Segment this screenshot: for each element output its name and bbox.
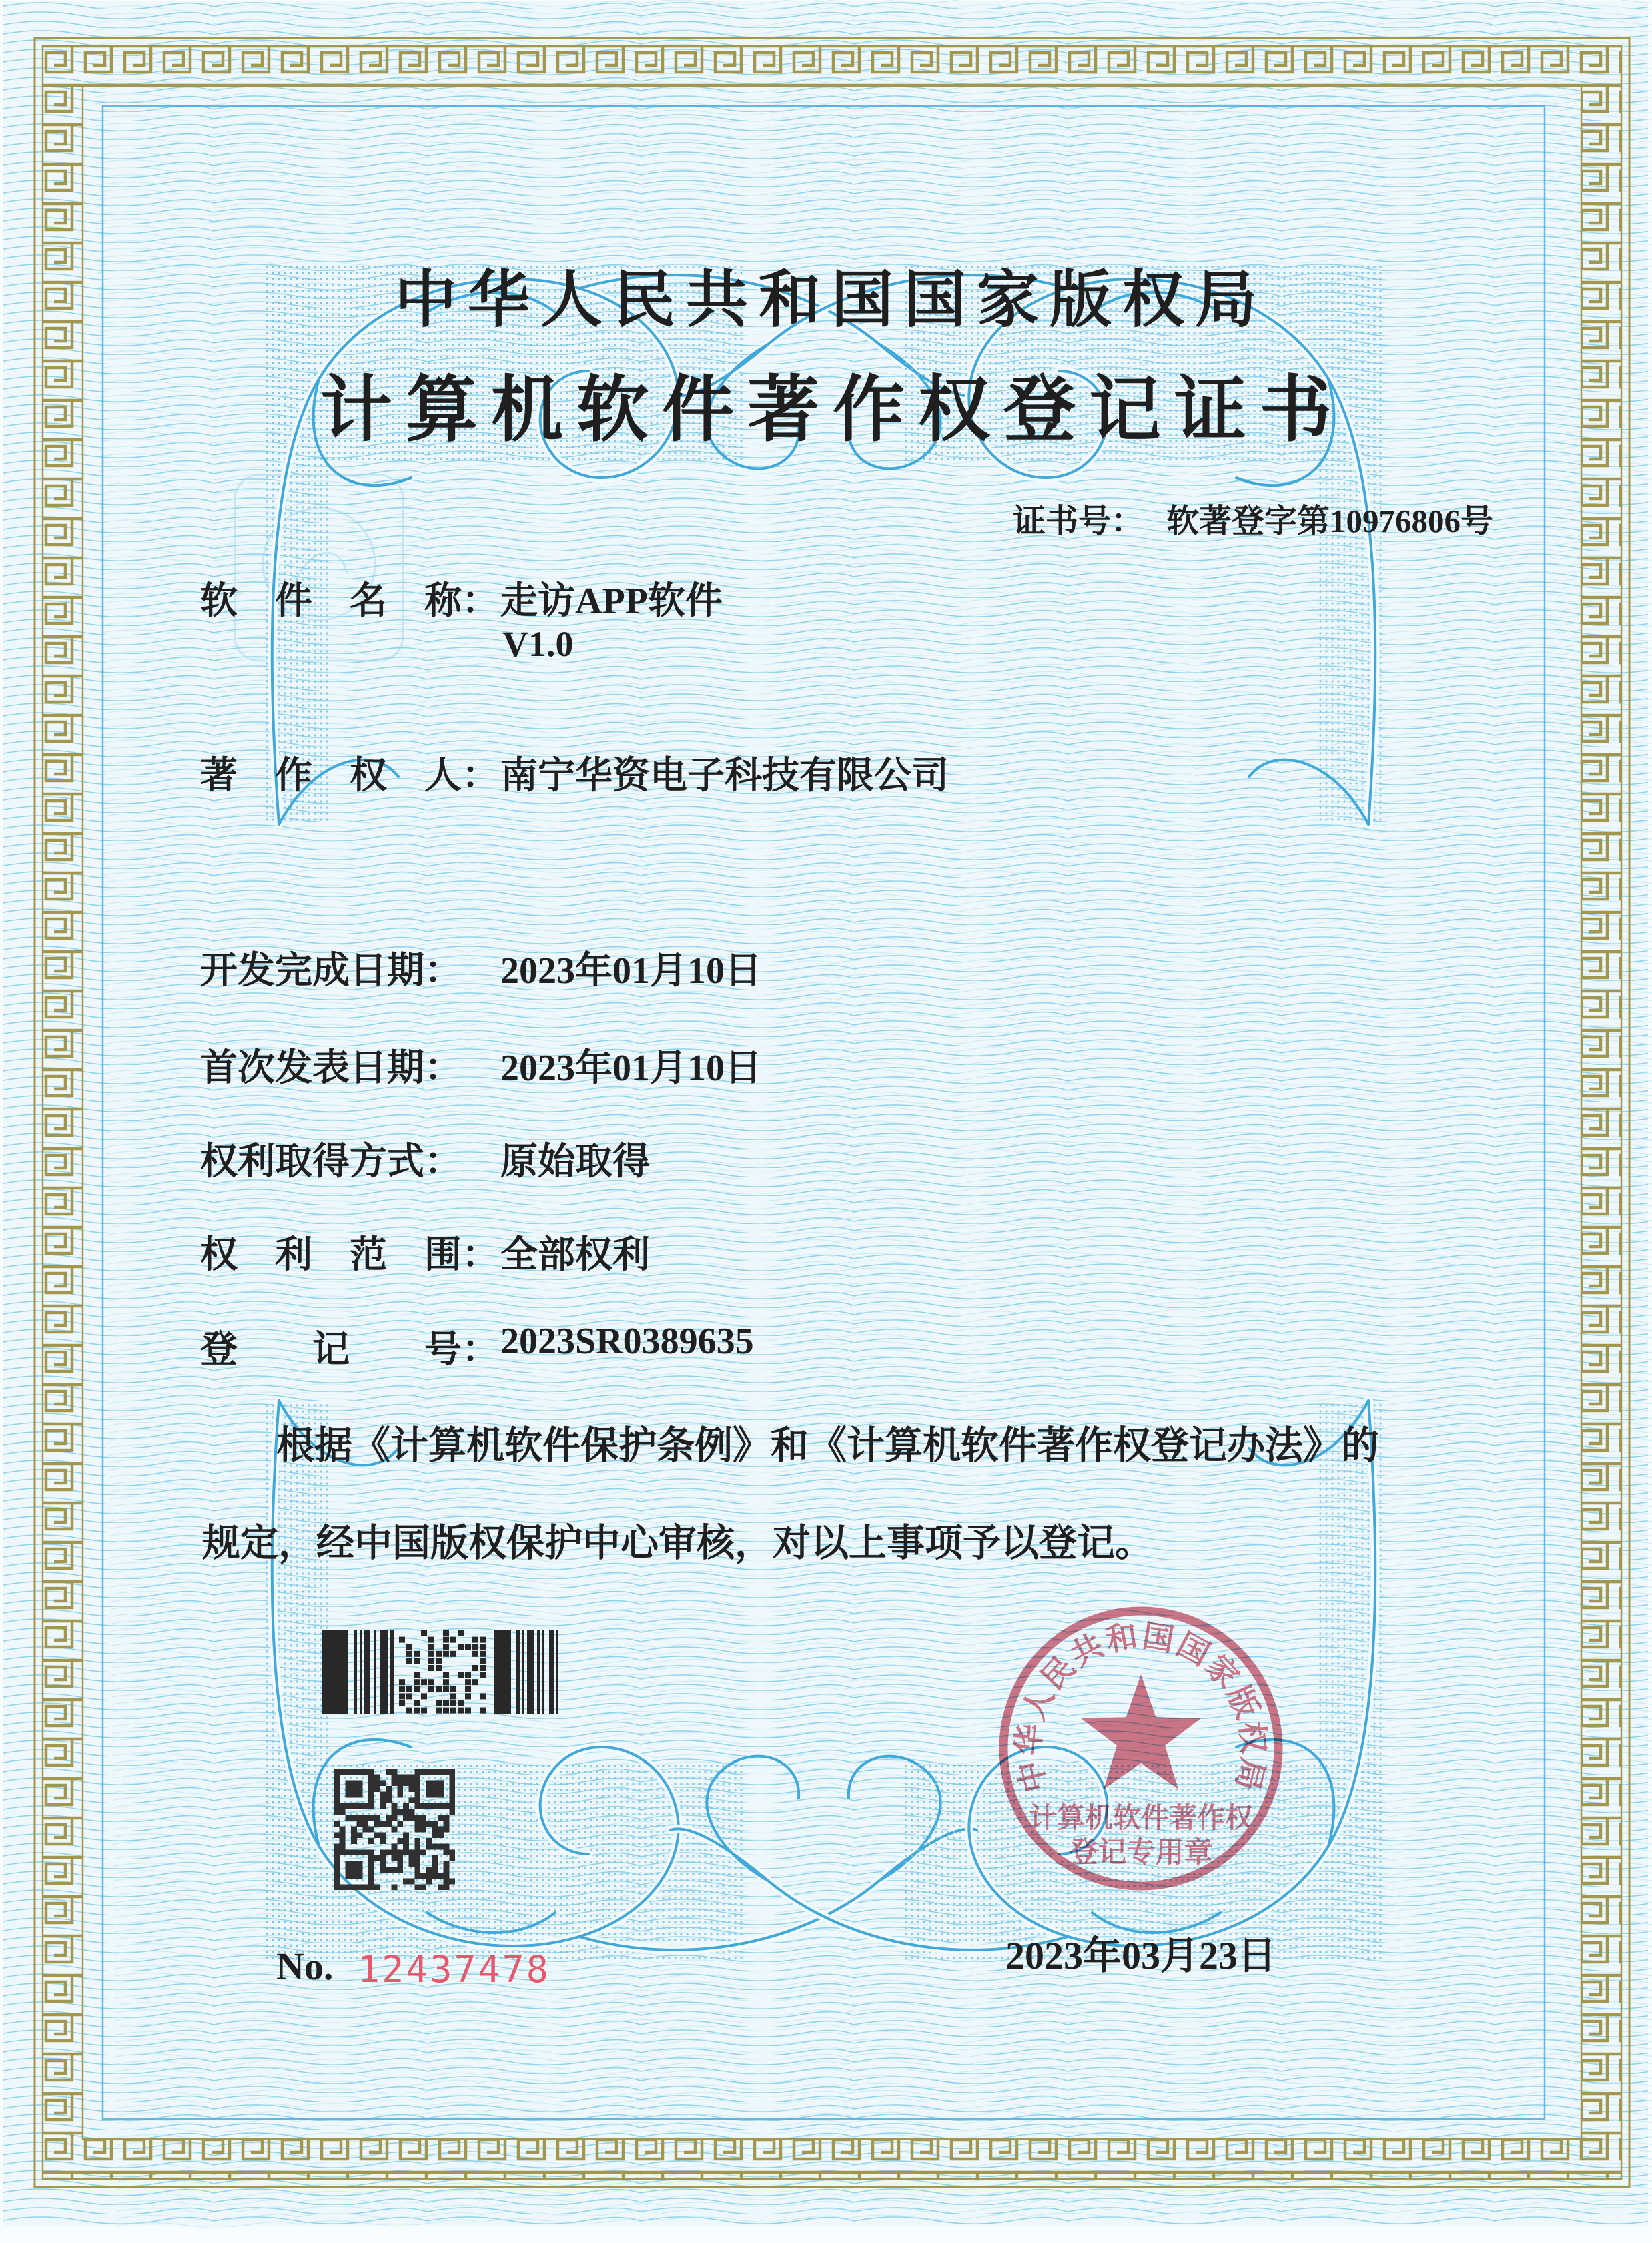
qr-code bbox=[334, 1769, 455, 1890]
field-value: 2023年01月10日 bbox=[500, 950, 762, 992]
field-value: 2023年01月10日 bbox=[500, 1048, 762, 1089]
seal-line-1: 计算机软件著作权 bbox=[1028, 1803, 1254, 1834]
field-value: 南宁华资电子科技有限公司 bbox=[500, 755, 949, 797]
certificate-title: 计算机软件著作权登记证书 bbox=[320, 371, 1345, 450]
certificate-number-row bbox=[1013, 505, 1493, 537]
field-label: 软 件 名 称： bbox=[200, 581, 499, 622]
barcode bbox=[322, 1630, 562, 1715]
seal-line-2: 登记专用章 bbox=[1069, 1837, 1213, 1869]
field-label: 权利取得方式： bbox=[200, 1141, 462, 1183]
statement-line-2: 规定，经中国版权保护中心审核，对以上事项予以登记。 bbox=[202, 1522, 1153, 1564]
certificate-number-label: 证书号： bbox=[1013, 503, 1144, 539]
serial-number: 12437478 bbox=[358, 1948, 550, 1991]
official-seal bbox=[975, 1583, 1306, 1914]
field-label: 首次发表日期： bbox=[200, 1048, 462, 1089]
field-label: 登 记 号： bbox=[200, 1329, 499, 1371]
seal-arc-text: 中华人民共和国国家版权局 bbox=[1011, 1618, 1271, 1796]
serial-number-label: No. bbox=[276, 1945, 334, 1988]
issue-date: 2023年03月23日 bbox=[1005, 1934, 1276, 1977]
field-value: 2023SR0389635 bbox=[500, 1321, 754, 1362]
field-value: 全部权利 bbox=[500, 1235, 650, 1276]
seal-star-icon bbox=[1081, 1674, 1202, 1789]
software-version: V1.0 bbox=[502, 624, 574, 664]
field-value: 走访APP软件 bbox=[500, 581, 723, 622]
field-label: 权 利 范 围： bbox=[200, 1235, 499, 1276]
field-value: 原始取得 bbox=[500, 1141, 650, 1183]
certificate-number-value: 软著登字第10976806号 bbox=[1166, 503, 1494, 539]
field-label: 著 作 权 人： bbox=[200, 755, 499, 797]
authority-title: 中华人民共和国国家版权局 bbox=[395, 266, 1268, 335]
field-label: 开发完成日期： bbox=[200, 950, 462, 992]
statement-line-1: 根据《计算机软件保护条例》和《计算机软件著作权登记办法》的 bbox=[276, 1425, 1379, 1467]
